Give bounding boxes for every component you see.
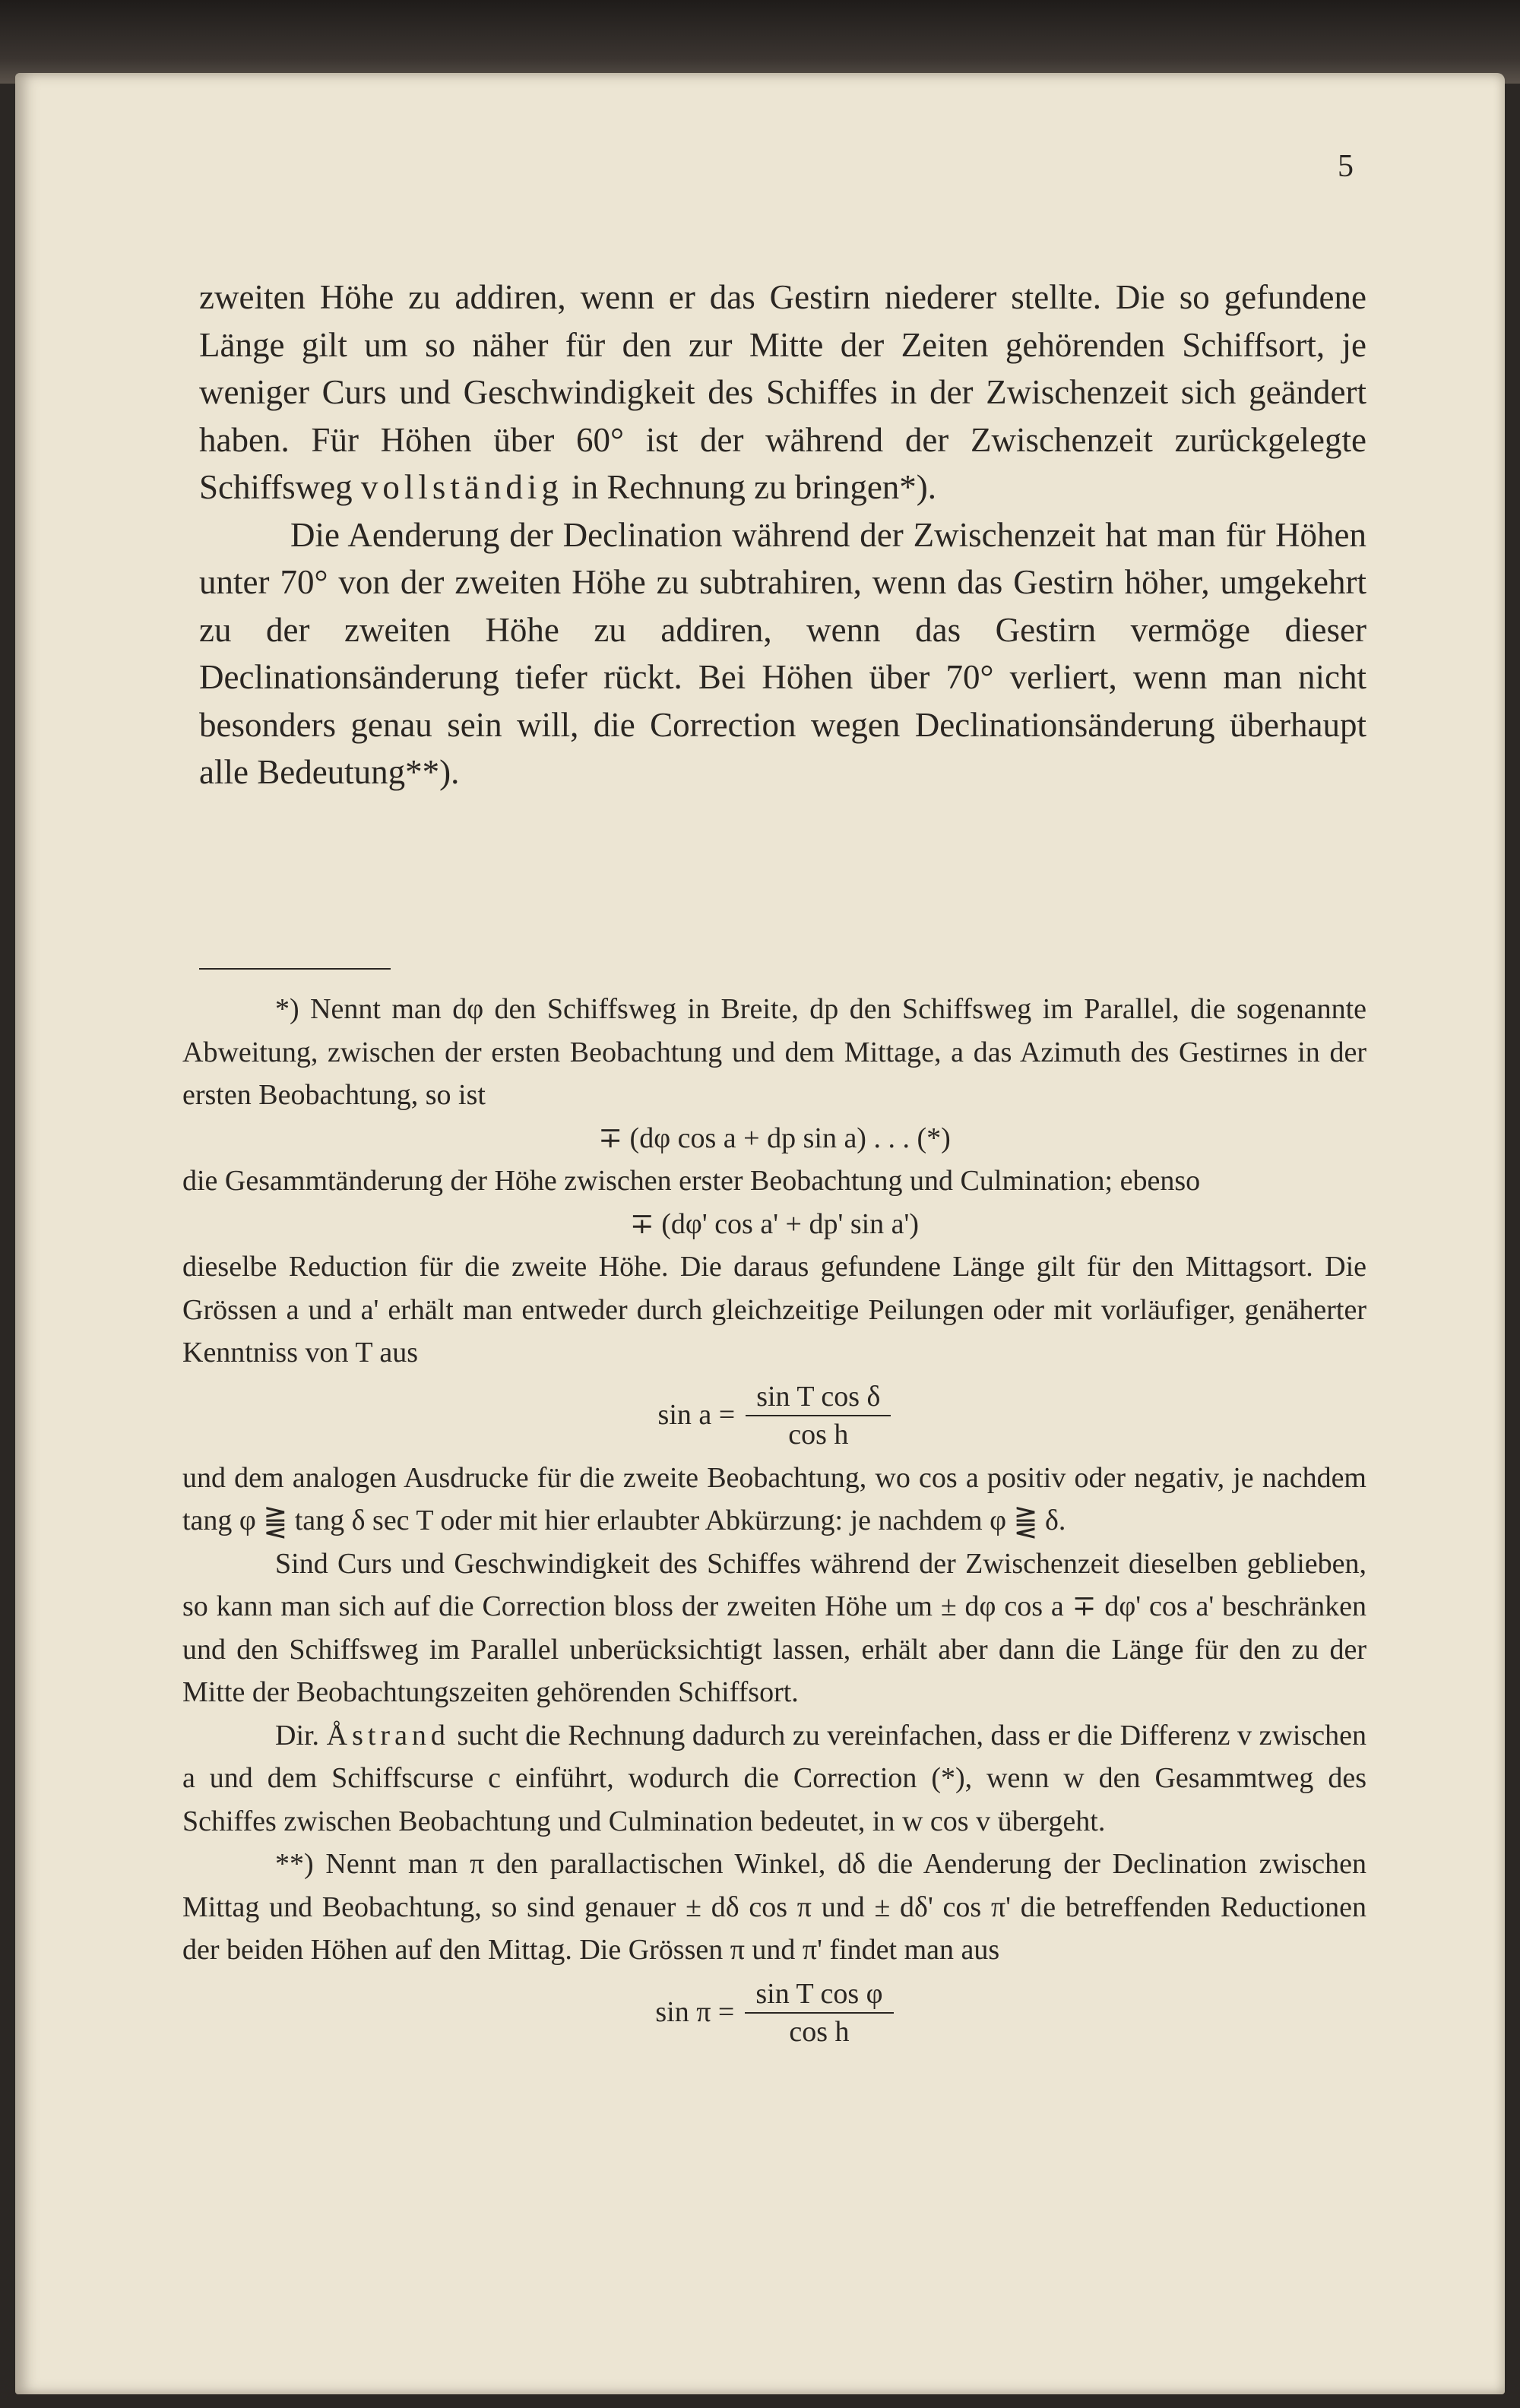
footnote-1-text-d: und dem analogen Ausdrucke für die zweite Beobachtung, wo cos a positiv oder negativ, je nachdem tang φ ⪌ tang δ sec T oder mit hier erlaubter Abkürzung: je nachdem φ ⪌ δ. [182,1461,1366,1536]
book-binding [0,0,1520,84]
page-number: 5 [1338,149,1354,184]
formula-3 [182,1375,1366,1457]
footnote-2: **) Nennt man π den parallactischen Winkel, dδ die Aenderung der Declination zwischen Mittag und Beobachtung, so sind genauer ± dδ cos π und ± dδ' cos π' die betreffenden Reductionen der beiden Höhen auf den Mittag. Die Grössen π und π' findet man aus [182,1848,1366,1966]
footnotes [182,988,1366,2054]
formula-3-numerator: sin T cos δ [746,1378,891,1416]
formula-1: ∓ (dφ cos a + dp sin a) . . . (*) [598,1122,951,1154]
paragraph-1 [199,274,1366,511]
footnote-1-f-rest: sucht die Rechnung dadurch zu vereinfachen, dass er die Differenz v zwischen a und dem Schiffscurse c einführt, wodurch die Correction (*), wenn w den Gesammtweg des Schiffes zwischen Beobachtung und Culmination bedeutet, in w cos v übergeht. [182,1719,1366,1837]
formula-4-fraction [745,1976,893,2050]
footnote-1-text-e: Sind Curs und Geschwindigkeit des Schiffes während der Zwischenzeit dieselben geblieben, so kann man sich auf die Correction bloss der zweiten Höhe um ± dφ cos a ∓ dφ' cos a' beschränken und den Schiffsweg im Parallel unberücksichtigt lassen, erhält aber dann die Länge für den zu der Mitte der Beobachtungszeiten gehörenden Schiffsort. [182,1547,1366,1708]
footnote-1-intro: *) Nennt man dφ den Schiffsweg in Breite, dp den Schiffsweg im Parallel, die sogenannte Abweitung, zwischen der ersten Beobachtung und dem Mittage, a das Azimuth des Gestirnes in der ersten Beobachtung, so ist [182,993,1366,1111]
formula-4-denominator: cos h [789,2015,850,2048]
formula-3-denominator: cos h [788,1418,849,1451]
spaced-name: Åstrand [326,1719,450,1751]
footnote-1-f-pre: Dir. [275,1719,320,1751]
formula-3-lhs: sin a = [657,1399,736,1432]
footnote-rule [199,968,391,970]
paragraph-1-text: zweiten Höhe zu addiren, wenn er das Gestirn niederer stellte. Die so gefundene Länge gilt um so näher für den zur Mitte der Zeiten gehörenden Schiffsort, je weniger Curs und Geschwindigkeit des Schiffes in der Zwischenzeit sich geändert haben. Für Höhen über 60° ist der während der Zwischenzeit zurückgelegte Schiffsweg [199,278,1366,506]
formula-4-lhs: sin π = [655,1996,735,2029]
main-text [199,274,1366,796]
footnote-1-text-f [182,1714,1366,1843]
footnote-1-text-b: die Gesammtänderung der Höhe zwischen erster Beobachtung und Culmination; ebenso [182,1165,1201,1197]
formula-4-numerator: sin T cos φ [745,1976,893,2014]
formula-3-fraction [746,1378,891,1453]
paragraph-1-end: in Rechnung zu bringen*). [572,468,937,506]
footnote-1-text-c: dieselbe Reduction für die zweite Höhe. Die daraus gefundene Länge gilt für den Mittagsort. Die Grössen a und a' erhält man entweder durch gleichzeitige Peilungen oder mit vorläufiger, genäherter Kenntniss von T aus [182,1251,1366,1369]
paragraph-2: Die Aenderung der Declination während der Zwischenzeit hat man für Höhen unter 70° von der zweiten Höhe zu subtrahiren, wenn das Gestirn höher, umgekehrt zu der zweiten Höhe zu addiren, wenn das Gestirn vermöge dieser Declinationsänderung tiefer rückt. Bei Höhen über 70° verliert, wenn man nicht besonders genau sein will, die Correction wegen Declinationsänderung überhaupt alle Bedeutung**). [199,515,1366,791]
formula-4 [182,1972,1366,2054]
formula-2: ∓ (dφ' cos a' + dp' sin a') [629,1207,920,1240]
spaced-word: vollständig [360,468,563,506]
